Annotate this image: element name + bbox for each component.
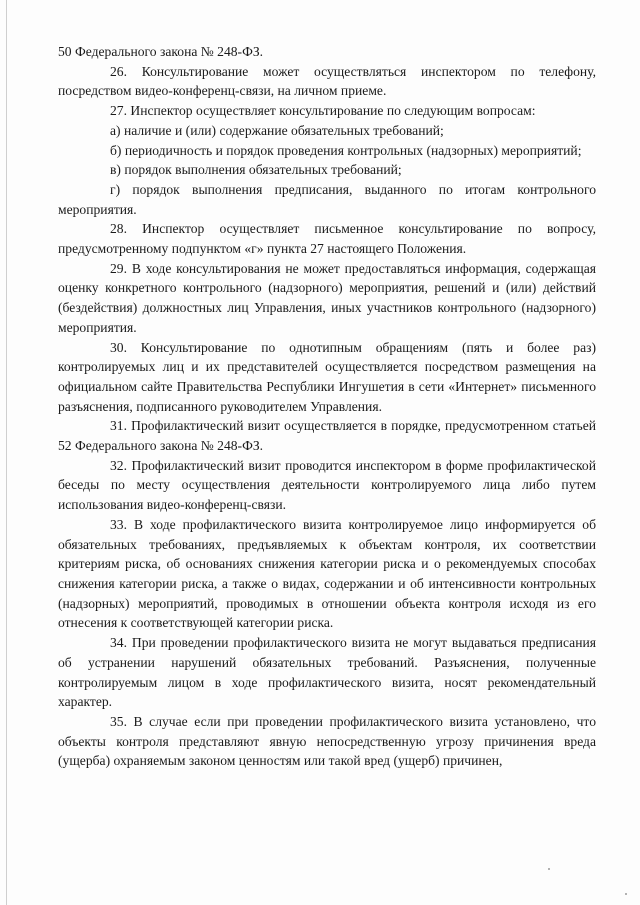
paragraph-27g: г) порядок выполнения предписания, выданного по итогам контрольного мероприятия. bbox=[58, 181, 596, 217]
paragraph-35: 35. В случае если при проведении профилактического визита установлено, что объекты контроля представляют явную непосредственную угрозу причинения вреда (ущерба) охраняемым законом ценностям или такой вред (ущерб) причинен, bbox=[58, 713, 596, 769]
paragraph-31: 31. Профилактический визит осуществляется в порядке, предусмотренном статьей 52 Федерального закона № 248-ФЗ. bbox=[58, 418, 596, 454]
scan-speck bbox=[625, 893, 627, 895]
paragraph-27a: а) наличие и (или) содержание обязательных требований; bbox=[110, 122, 444, 138]
paragraph-34: 34. При проведении профилактического визита не могут выдаваться предписания об устранении нарушений обязательных требований. Разъяснения, полученные контролируемым лицом в ходе профилактического визита, носят рекомендательный характер. bbox=[58, 635, 596, 710]
paragraph-27v: в) порядок выполнения обязательных требований; bbox=[110, 162, 402, 178]
paragraph-29: 29. В ходе консультирования не может предоставляться информация, содержащая оценку конкретного контрольного (надзорного) мероприятия, решений и (или) действий (бездействия) должностных лиц Управления, иных участников контрольного (надзорного) мероприятия. bbox=[58, 260, 596, 335]
paragraph-27b: б) периодичность и порядок проведения контрольных (надзорных) мероприятий; bbox=[110, 142, 582, 158]
paragraph-26: 26. Консультирование может осуществляться инспектором по телефону, посредством видео-конференц-связи, на личном приеме. bbox=[58, 63, 596, 99]
scan-speck bbox=[548, 868, 550, 870]
paragraph-28: 28. Инспектор осуществляет письменное консультирование по вопросу, предусмотренному подпунктом «г» пункта 27 настоящего Положения. bbox=[58, 221, 596, 257]
paragraph-32: 32. Профилактический визит проводится инспектором в форме профилактической беседы по месту осуществления деятельности контролируемого лица либо путем использования видео-конференц-связи. bbox=[58, 457, 596, 513]
paragraph-30: 30. Консультирование по однотипным обращениям (пять и более раз) контролируемых лиц и их представителей осуществляется посредством размещения на официальном сайте Правительства Республики Ингушетия в сети «Интернет» письменного разъяснения, подписанного руководителем Управления. bbox=[58, 339, 596, 414]
paragraph-33: 33. В ходе профилактического визита контролируемое лицо информируется об обязательных требованиях, предъявляемых к объектам контроля, их соответствии критериям риска, об основаниях снижения категории риска и о рекомендуемых способах снижения категории риска, а также о видах, содержании и об интенсивности контрольных (надзорных) мероприятий, проводимых в отношении объекта контроля исходя из его отнесения к соответствующей категории риска. bbox=[58, 516, 596, 631]
paragraph-0: 50 Федерального закона № 248-ФЗ. bbox=[58, 44, 264, 59]
paragraph-27: 27. Инспектор осуществляет консультирование по следующим вопросам: bbox=[110, 103, 536, 119]
page-edge bbox=[6, 0, 7, 905]
document-body bbox=[58, 42, 596, 771]
